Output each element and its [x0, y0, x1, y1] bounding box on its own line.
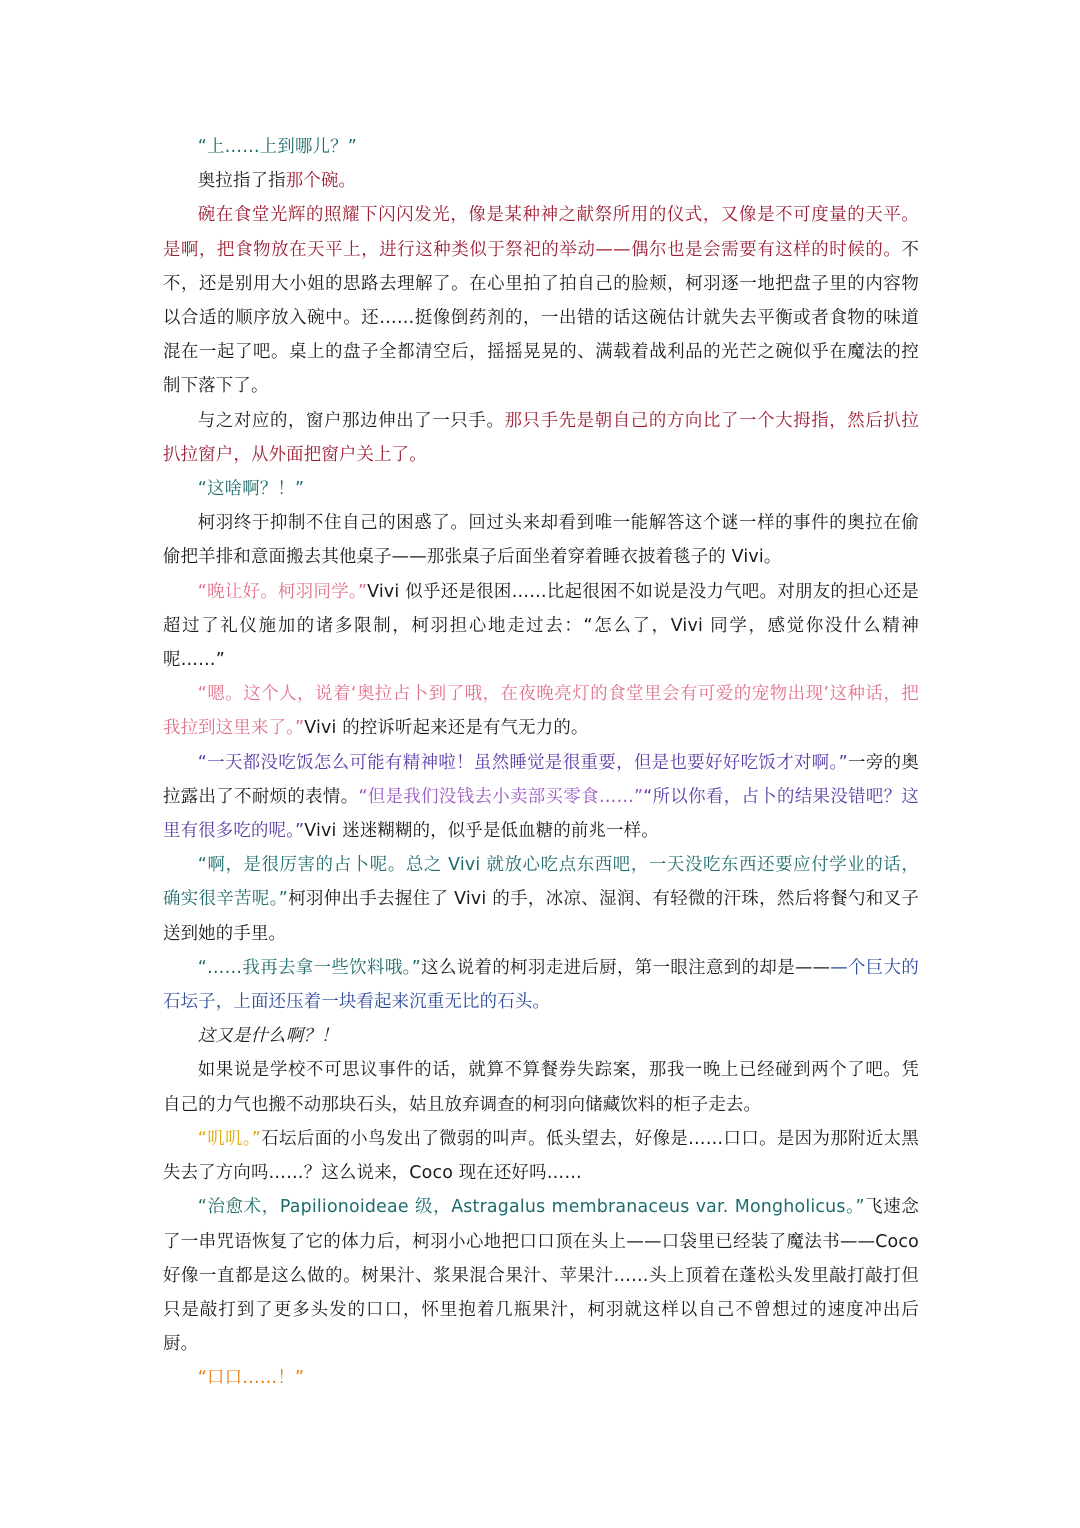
narration-text: 奥拉指了指 — [197, 171, 286, 192]
highlight-bowl: 那个碗。 — [285, 171, 357, 192]
paragraph-14 — [163, 1122, 919, 1190]
paragraph-13 — [163, 1053, 919, 1121]
paragraph-3 — [163, 198, 919, 403]
highlight-stone-jar: —个巨大的石坛子，上面还压着一块看起来沉重无比的石头。 — [163, 957, 919, 1013]
highlight-hand-closes-window: 那只手先是朝自己的方向比了一个大拇指，然后扒拉扒拉窗户，从外面把窗户关上了。 — [163, 410, 919, 465]
paragraph-9 — [163, 746, 919, 849]
dialogue-keyu-what: “这啥啊？！” — [197, 479, 305, 500]
paragraph-8 — [163, 677, 919, 745]
dialogue-bird-chirp: “叽叽。” — [197, 1128, 262, 1149]
paragraph-6 — [163, 506, 919, 574]
paragraph-5 — [163, 472, 919, 506]
novel-page — [163, 130, 919, 1396]
dialogue-vivi-greeting: “晚让好。柯羽同学。” — [197, 581, 368, 602]
paragraph-1 — [163, 130, 919, 164]
paragraph-11 — [163, 951, 919, 1019]
paragraph-2 — [163, 164, 919, 198]
paragraph-16 — [163, 1361, 919, 1395]
dialogue-vivi-complaint: “嗯。这个人，说着‘奥拉占卜到了哦，在夜晚亮灯的食堂里会有可爱的宠物出现’这种话，把我拉到这里来了。” — [163, 684, 919, 739]
dialogue-healing-spell: “治愈术，Papilionoideae 级，Astragalus membranaceus var. Mongholicus。” — [197, 1197, 865, 1218]
narration-text: Vivi 迷迷糊糊的，似乎是低血糖的前兆一样。 — [304, 821, 659, 842]
narration-text: 与之对应的，窗户那边伸出了一只手。 — [197, 410, 505, 431]
narration-text: 如果说是学校不可思议事件的话，就算不算餐券失踪案，那我一晚上已经碰到两个了吧。凭自己的力气也搬不动那块石头，姑且放弃调查的柯羽向储藏饮料的柜子走去。 — [163, 1060, 919, 1115]
dialogue-bird-call: “口口……！” — [197, 1368, 305, 1389]
dialogue-keyu-drinks: “……我再去拿一些饮料哦。” — [197, 957, 421, 978]
paragraph-10 — [163, 848, 919, 951]
paragraph-12 — [163, 1019, 919, 1053]
inner-thought: 这又是什么啊？！ — [197, 1026, 339, 1047]
paragraph-7 — [163, 575, 919, 678]
narration-text: 一旁的奥拉露出了不耐烦的表情。 — [163, 752, 919, 807]
narration-text: 这么说着的柯羽走进后厨，第一眼注意到的却是—— — [420, 957, 831, 978]
narration-text: 石坛后面的小鸟发出了微弱的叫声。低头望去，好像是……口口。是因为那附近太黑失去了方向吗……？这么说来，Coco 现在还好吗…… — [163, 1128, 919, 1184]
narration-text: 不不，还是别用大小姐的思路去理解了。在心里拍了拍自己的脸颊，柯羽逐一地把盘子里的内容物以合适的顺序放入碗中。还……挺像倒药剂的，一出错的话这碗估计就失去平衡或者食物的味道混在一起了吧。桌上的盘子全都清空后，摇摇晃晃的、满载着战利品的光芒之碗似乎在魔法的控制下落下了。 — [163, 239, 919, 397]
narration-text: 柯羽伸出手去握住了 Vivi 的手，冰凉、湿润、有轻微的汗珠，然后将餐勺和叉子送到她的手里。 — [163, 889, 919, 944]
dialogue-ola-divination: “所以你看，占卜的结果没错吧？这里有很多吃的呢。” — [163, 786, 919, 842]
highlight-bowl-description: 碗在食堂光辉的照耀下闪闪发光，像是某种神之献祭所用的仪式，又像是不可度量的天平。是啊，把食物放在天平上，进行这种类似于祭祀的举动——偶尔也是会需要有这样的时候的。 — [163, 205, 919, 260]
dialogue-vivi-no-money: “但是我们没钱去小卖部买零食……” — [358, 786, 644, 807]
narration-text: Vivi 似乎还是很困……比起很困不如说是没力气吧。对朋友的担心还是超过了礼仪施加的诸多限制，柯羽担心地走过去：“怎么了，Vivi 同学，感觉你没什么精神呢……” — [163, 581, 919, 671]
dialogue-ola-eat: “一天都没吃饭怎么可能有精神啦！虽然睡觉是很重要，但是也要好好吃饭才对啊。” — [197, 752, 848, 773]
dialogue-keyu-where: “上……上到哪儿？” — [197, 137, 357, 157]
paragraph-15 — [163, 1190, 919, 1361]
dialogue-keyu-divination: “啊，是很厉害的占卜呢。总之 Vivi 就放心吃点东西吧，一天没吃东西还要应付学业的话，确实很辛苦呢。” — [163, 855, 919, 910]
narration-text: 柯羽终于抑制不住自己的困惑了。回过头来却看到唯一能解答这个谜一样的事件的奥拉在偷偷把羊排和意面搬去其他桌子——那张桌子后面坐着穿着睡衣披着毯子的 Vivi。 — [163, 513, 919, 568]
narration-text: 飞速念了一串咒语恢复了它的体力后，柯羽小心地把口口顶在头上——口袋里已经装了魔法书——Coco 好像一直都是这么做的。树果汁、浆果混合果汁、苹果汁……头上顶着在蓬松头发里敲打敲打但只是敲打到了更多头发的口口，怀里抱着几瓶果汁，柯羽就这样以自己不曾想过的速度冲出后厨。 — [163, 1197, 919, 1355]
paragraph-4 — [163, 404, 919, 472]
narration-text: Vivi 的控诉听起来还是有气无力的。 — [304, 718, 589, 739]
